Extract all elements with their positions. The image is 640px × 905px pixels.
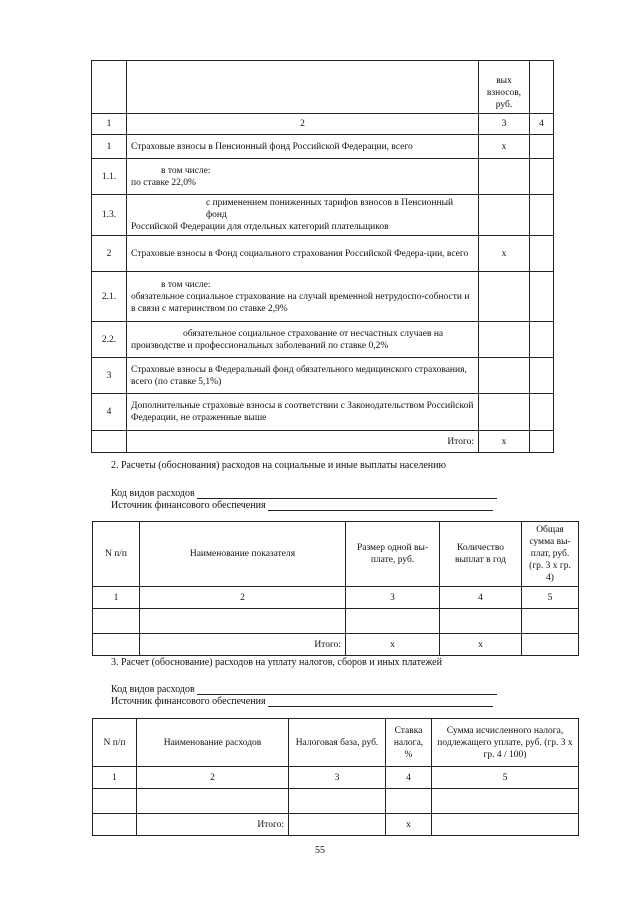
section2-source-underline <box>268 499 493 511</box>
header-name: Наименование расходов <box>137 719 289 767</box>
total-c3: x <box>479 431 530 453</box>
colnum-5: 5 <box>522 587 579 609</box>
row-text-line2: по ставке 22,0% <box>131 177 196 188</box>
row-text: Дополнительные страховые взносы в соответствии с Законодательством Российской Федерации, не отраженные выше <box>127 394 479 431</box>
header-count: Количество выплат в год <box>440 522 522 587</box>
row-number: 1.1. <box>92 159 127 195</box>
row-text-line2: обязательное социальное страхование на случай временной нетрудоспо-собности и в связи с материнством по ставке 2,9% <box>131 291 470 314</box>
total-label: Итого: <box>127 431 479 453</box>
row-number: 1.3. <box>92 195 127 236</box>
colnum-4: 4 <box>530 114 554 135</box>
table-row <box>92 195 554 236</box>
total-label: Итого: <box>137 814 289 836</box>
colnum-3: 3 <box>346 587 440 609</box>
row-number: 2 <box>92 236 127 272</box>
section2-code-underline <box>197 487 497 499</box>
table-row <box>93 609 579 634</box>
colnum-1: 1 <box>93 767 137 789</box>
insurance-contributions-table <box>91 60 554 453</box>
header-num: N п/п <box>93 719 137 767</box>
section3-source-underline <box>268 695 493 707</box>
section3-source-line <box>111 695 511 707</box>
section2-source-line <box>111 499 511 511</box>
colnum-3: 3 <box>479 114 530 135</box>
section2-source-label: Источник финансового обеспечения <box>111 500 266 511</box>
total-c4: x <box>440 634 522 656</box>
header-size: Размер одной вы-плате, руб. <box>346 522 440 587</box>
colnum-4: 4 <box>386 767 432 789</box>
row-text: Страховые взносы в Фонд социального страхования Российской Федера-ции, всего <box>127 236 479 272</box>
row-text-line2: производстве и профессиональных заболеваний по ставке 0,2% <box>131 340 389 351</box>
total-row <box>93 634 579 656</box>
row-number: 2.1. <box>92 272 127 322</box>
colnum-4: 4 <box>440 587 522 609</box>
header-base: Налоговая база, руб. <box>289 719 386 767</box>
row-number: 4 <box>92 394 127 431</box>
section3-source-label: Источник финансового обеспечения <box>111 696 266 707</box>
page-number: 55 <box>315 845 325 856</box>
colnum-1: 1 <box>93 587 140 609</box>
table-row <box>92 272 554 322</box>
row-text-line1: в том числе: <box>161 165 211 176</box>
section3-code-label: Код видов расходов <box>111 684 195 695</box>
social-payments-table <box>92 521 579 656</box>
total-c4: x <box>386 814 432 836</box>
section3-code-underline <box>197 683 497 695</box>
row-text-line1: с применением пониженных тарифов взносов в Пенсионный фонд <box>206 198 454 220</box>
section2-code-label: Код видов расходов <box>111 488 195 499</box>
taxes-table <box>92 718 579 836</box>
header-num: N п/п <box>93 522 140 587</box>
total-c3: x <box>346 634 440 656</box>
header-name: Наименование показателя <box>140 522 346 587</box>
colnum-2: 2 <box>137 767 289 789</box>
section3-title: 3. Расчет (обоснование) расходов на уплату налогов, сборов и иных платежей <box>111 657 442 668</box>
colnum-2: 2 <box>140 587 346 609</box>
header-total: Общая сумма вы-плат, руб. (гр. 3 x гр. 4) <box>522 522 579 587</box>
colnum-5: 5 <box>432 767 579 789</box>
total-row <box>93 814 579 836</box>
header-rub-cell: вых взносов, руб. <box>479 61 530 114</box>
section3-code-line <box>111 683 511 695</box>
header-rate: Ставка налога, % <box>386 719 432 767</box>
colnum-1: 1 <box>92 114 127 135</box>
table-row <box>92 358 554 394</box>
table-row <box>92 322 554 358</box>
header-sum: Сумма исчисленного налога, подлежащего уплате, руб. (гр. 3 x гр. 4 / 100) <box>432 719 579 767</box>
table-row <box>92 236 554 272</box>
table-row <box>93 789 579 814</box>
section2-title: 2. Расчеты (обоснования) расходов на социальные и иные выплаты населению <box>111 460 446 471</box>
row-text-line1: в том числе: <box>161 279 211 290</box>
colnum-2: 2 <box>127 114 479 135</box>
table-row <box>92 394 554 431</box>
row-number: 1 <box>92 135 127 159</box>
total-row <box>92 431 554 453</box>
row-c3: x <box>479 236 530 272</box>
row-text-line1: обязательное социальное страхование от несчастных случаев на <box>183 328 444 339</box>
row-number: 2.2. <box>92 322 127 358</box>
row-number: 3 <box>92 358 127 394</box>
colnum-3: 3 <box>289 767 386 789</box>
row-c3: x <box>479 135 530 159</box>
table-row <box>92 159 554 195</box>
table-row <box>92 135 554 159</box>
total-label: Итого: <box>140 634 346 656</box>
section2-code-line <box>111 487 511 499</box>
row-text-line2: Российской Федерации для отдельных категорий плательщиков <box>131 222 389 232</box>
row-text: Страховые взносы в Федеральный фонд обязательного медицинского страхования, всего (по ставке 5,1%) <box>127 358 479 394</box>
row-text: Страховые взносы в Пенсионный фонд Российской Федерации, всего <box>127 135 479 159</box>
